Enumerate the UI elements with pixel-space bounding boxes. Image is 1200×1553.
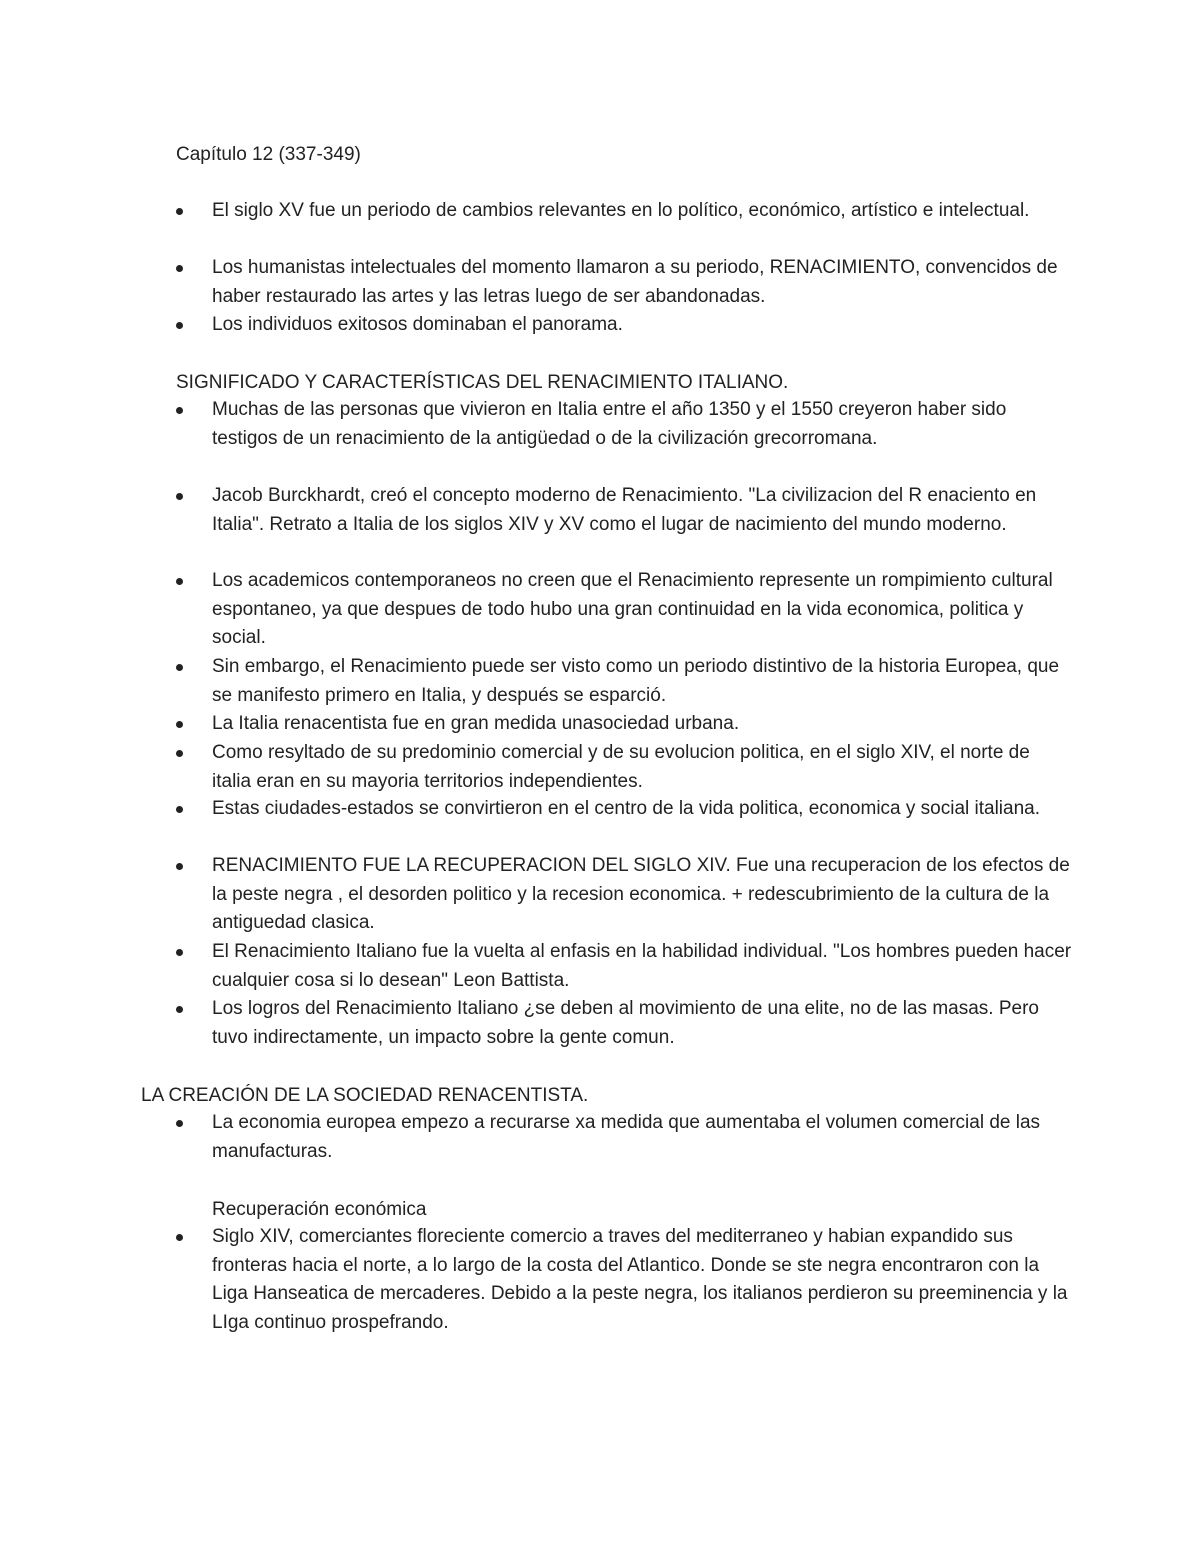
bullet-icon <box>176 322 183 329</box>
bullet-icon <box>176 493 183 500</box>
section-heading: LA CREACIÓN DE LA SOCIEDAD RENACENTISTA. <box>141 1085 589 1106</box>
bullet-icon <box>176 265 183 272</box>
section-heading: SIGNIFICADO Y CARACTERÍSTICAS DEL RENACIMIENTO ITALIANO. <box>176 372 789 393</box>
list-item-text: Los humanistas intelectuales del momento llamaron a su periodo, RENACIMIENTO, convencidos de haber restaurado las artes y las letras luego de ser abandonadas. <box>212 257 1058 307</box>
list-item-text: El Renacimiento Italiano fue la vuelta al enfasis en la habilidad individual. "Los hombres pueden hacer cualquier cosa si lo desean" Leon Battista. <box>212 941 1072 991</box>
bullet-icon <box>176 949 183 956</box>
bullet-icon <box>176 1234 183 1241</box>
list-item-text: El siglo XV fue un periodo de cambios relevantes en lo político, económico, artístico e intelectual. <box>212 200 1030 221</box>
list-item-text: Siglo XIV, comerciantes floreciente comercio a traves del mediterraneo y habian expandido sus fronteras hacia el norte, a lo largo de la costa del Atlantico. Donde se ste negra encontraron con la Liga Hanseatica de mercaderes. Debido a la peste negra, los italianos perdieron su preeminencia y la LIga continuo prospefrando. <box>212 1226 1068 1333</box>
list-item-text: Los academicos contemporaneos no creen que el Renacimiento represente un rompimiento cultural espontaneo, ya que despues de todo hubo una gran continuidad en la vida economica, politica y social. <box>212 570 1053 648</box>
bullet-icon <box>176 208 183 215</box>
bullet-icon <box>176 578 183 585</box>
list-item-text: Sin embargo, el Renacimiento puede ser visto como un periodo distintivo de la historia Europea, que se manifesto primero en Italia, y después se esparció. <box>212 656 1060 706</box>
list-item-text: La economia europea empezo a recurarse xa medida que aumentaba el volumen comercial de las manufacturas. <box>212 1112 1041 1162</box>
list-item-text: Jacob Burckhardt, creó el concepto moderno de Renacimiento. "La civilizacion del R enaciento en Italia". Retrato a Italia de los siglos XIV y XV como el lugar de nacimiento del mundo moderno. <box>212 485 1037 535</box>
list-item-text: RENACIMIENTO FUE LA RECUPERACION DEL SIGLO XIV. Fue una recuperacion de los efectos de la peste negra , el desorden politico y la recesion economica. + redescubrimiento de la cultura de la antiguedad clasica. <box>212 855 1070 933</box>
bullet-icon <box>176 721 183 728</box>
bullet-icon <box>176 1120 183 1127</box>
bullet-icon <box>176 863 183 870</box>
list-item-text: Estas ciudades-estados se convirtieron en el centro de la vida politica, economica y social italiana. <box>212 798 1041 819</box>
list-item-text: La Italia renacentista fue en gran medida unasociedad urbana. <box>212 713 740 734</box>
chapter-title: Capítulo 12 (337-349) <box>176 144 361 165</box>
bullet-icon <box>176 750 183 757</box>
bullet-icon <box>176 664 183 671</box>
bullet-icon <box>176 407 183 414</box>
list-item-text: Los logros del Renacimiento Italiano ¿se deben al movimiento de una elite, no de las masas. Pero tuvo indirectamente, un impacto sobre la gente comun. <box>212 998 1039 1048</box>
bullet-icon <box>176 1006 183 1013</box>
list-item-text: Los individuos exitosos dominaban el panorama. <box>212 314 623 335</box>
list-item-text: Como resyltado de su predominio comercial y de su evolucion politica, en el siglo XIV, el norte de italia eran en su mayoria territorios independientes. <box>212 742 1030 792</box>
sub-heading: Recuperación económica <box>212 1199 427 1220</box>
list-item-text: Muchas de las personas que vivieron en Italia entre el año 1350 y el 1550 creyeron haber sido testigos de un renacimiento de la antigüedad o de la civilización grecorromana. <box>212 399 1007 449</box>
bullet-icon <box>176 806 183 813</box>
